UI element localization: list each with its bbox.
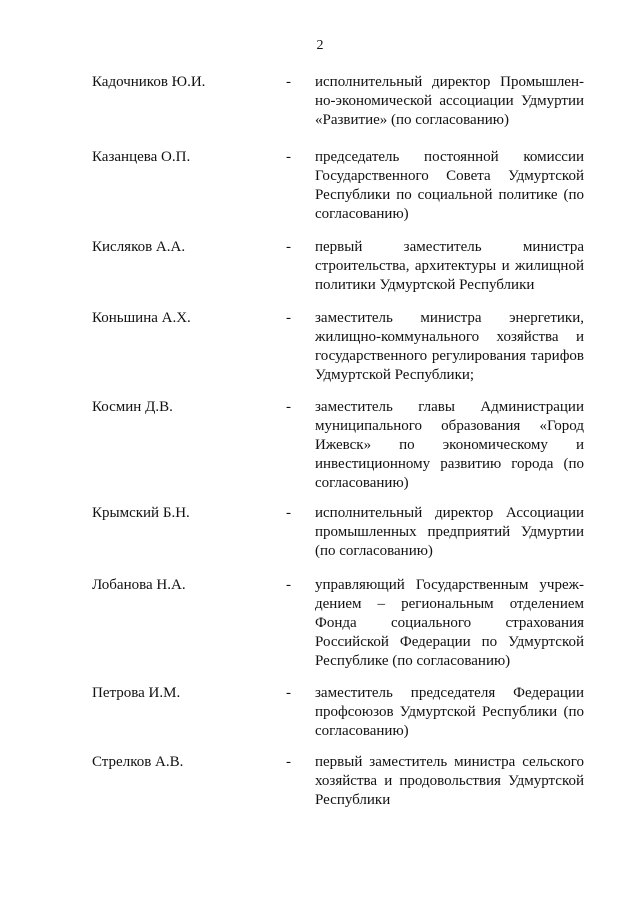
member-position: председатель постоянной комиссии Государственного Совета Удмуртской Республики по социальной политике (по согласованию): [315, 149, 584, 222]
member-position: заместитель главы Администрации муниципального образования «Город Ижевск» по экономическому и инвестиционному развитию города (по согласованию): [315, 399, 584, 491]
dash-separator: -: [286, 685, 291, 701]
member-name: Крымский Б.Н.: [92, 505, 190, 521]
member-position: управляющий Государственным учреждением – региональным отделением Фонда социального страхования Российской Федерации по Удмуртской Республике (по согласованию): [315, 577, 584, 669]
member-position: исполнительный директор Промышленно-экономической ассоциации Удмуртии «Развитие» (по согласованию): [315, 74, 584, 128]
member-position: заместитель министра энергетики, жилищно-коммунального хозяйства и государственного регулирования тарифов Удмуртской Республики;: [315, 310, 584, 383]
member-name: Космин Д.В.: [92, 399, 173, 415]
member-name: Лобанова Н.А.: [92, 577, 186, 593]
member-position: первый заместитель министра строительства, архитектуры и жилищной политики Удмуртской Республики: [315, 239, 584, 293]
dash-separator: -: [286, 149, 291, 165]
member-position: первый заместитель министра сельского хозяйства и продовольствия Удмуртской Республики: [315, 754, 584, 808]
page-number: 2: [316, 38, 324, 53]
member-name: Казанцева О.П.: [92, 149, 191, 165]
dash-separator: -: [286, 239, 291, 255]
dash-separator: -: [286, 310, 291, 326]
dash-separator: -: [286, 74, 291, 90]
member-name: Кадочников Ю.И.: [92, 74, 206, 90]
dash-separator: -: [286, 399, 291, 415]
member-name: Петрова И.М.: [92, 685, 181, 701]
member-name: Кисляков А.А.: [92, 239, 186, 255]
dash-separator: -: [286, 754, 291, 770]
member-name: Коньшина А.Х.: [92, 310, 191, 326]
member-position: заместитель председателя Федерации профсоюзов Удмуртской Республики (по согласованию): [315, 685, 584, 739]
dash-separator: -: [286, 577, 291, 593]
dash-separator: -: [286, 505, 291, 521]
member-position: исполнительный директор Ассоциации промышленных предприятий Удмуртии (по согласованию): [315, 505, 584, 559]
member-name: Стрелков А.В.: [92, 754, 184, 770]
